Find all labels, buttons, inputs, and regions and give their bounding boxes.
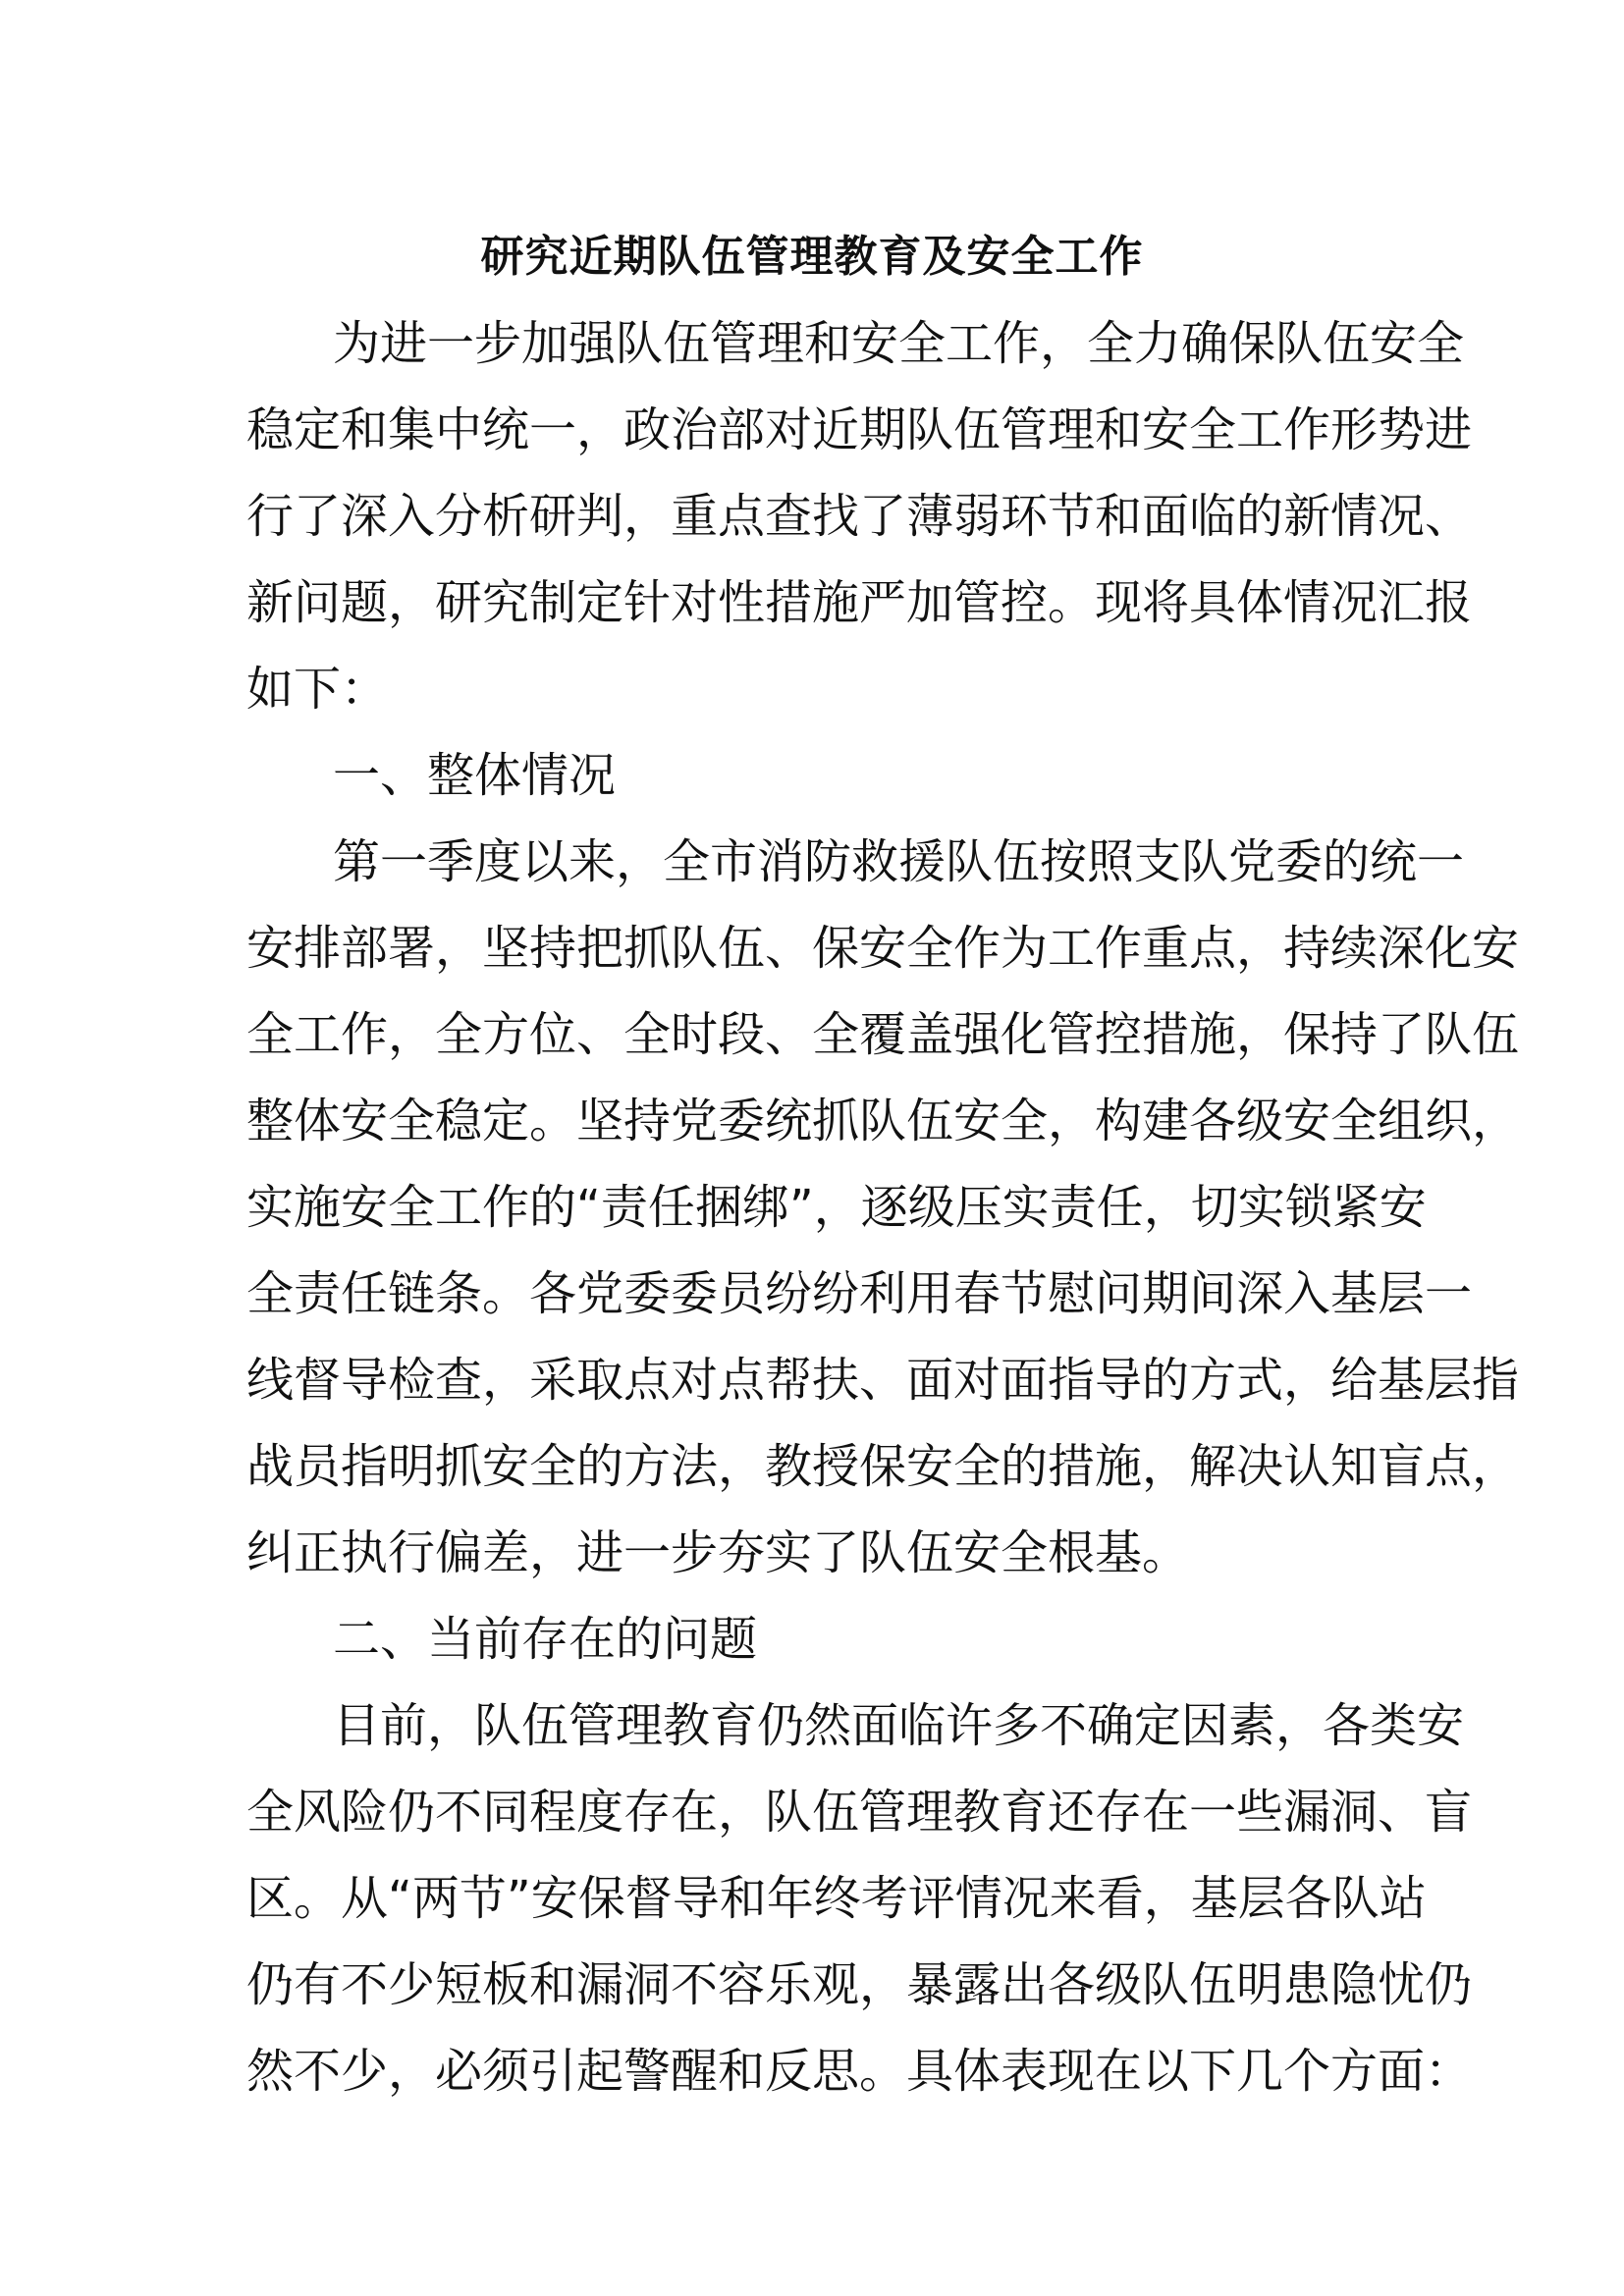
paragraph-line: 安排部署，坚持把抓队伍、保安全作为工作重点，持续深化安 (246, 921, 1520, 976)
paragraph-line: 目前，队伍管理教育仍然面临许多不确定因素，各类安 (333, 1698, 1465, 1753)
section-heading: 二、当前存在的问题 (333, 1612, 758, 1667)
paragraph-line: 实施安全工作的“责任捆绑”，逐级压实责任，切实锁紧安 (246, 1180, 1427, 1235)
paragraph-line: 稳定和集中统一，政治部对近期队伍管理和安全工作形势进 (246, 402, 1473, 457)
paragraph-line: 全工作，全方位、全时段、全覆盖强化管控措施，保持了队伍 (246, 1007, 1520, 1062)
document-title: 研究近期队伍管理教育及安全工作 (480, 232, 1144, 282)
paragraph-line: 第一季度以来，全市消防救援队伍按照支队党委的统一 (333, 834, 1465, 889)
paragraph-line: 新问题，研究制定针对性措施严加管控。现将具体情况汇报 (246, 575, 1473, 630)
paragraph-line: 区。从“两节”安保督导和年终考评情况来看，基层各队站 (246, 1871, 1427, 1926)
paragraph-line: 如下： (246, 662, 389, 717)
paragraph-line: 为进一步加强队伍管理和安全工作，全力确保队伍安全 (333, 316, 1465, 371)
paragraph-line: 然不少，必须引起警醒和反思。具体表现在以下几个方面： (246, 2044, 1473, 2099)
paragraph-line: 全风险仍不同程度存在，队伍管理教育还存在一些漏洞、盲 (246, 1785, 1473, 1840)
paragraph-line: 仍有不少短板和漏洞不容乐观，暴露出各级队伍明患隐忧仍 (246, 1957, 1473, 2012)
paragraph-line: 线督导检查，采取点对点帮扶、面对面指导的方式，给基层指 (246, 1353, 1520, 1408)
paragraph-line: 战员指明抓安全的方法，教授保安全的措施，解决认知盲点， (246, 1439, 1520, 1494)
paragraph-line: 行了深入分析研判，重点查找了薄弱环节和面临的新情况、 (246, 489, 1473, 544)
paragraph-line: 全责任链条。各党委委员纷纷利用春节慰问期间深入基层一 (246, 1266, 1473, 1321)
paragraph-line: 纠正执行偏差，进一步夯实了队伍安全根基。 (246, 1525, 1190, 1580)
section-heading: 一、整体情况 (333, 748, 617, 803)
paragraph-line: 整体安全稳定。坚持党委统抓队伍安全，构建各级安全组织， (246, 1094, 1520, 1148)
